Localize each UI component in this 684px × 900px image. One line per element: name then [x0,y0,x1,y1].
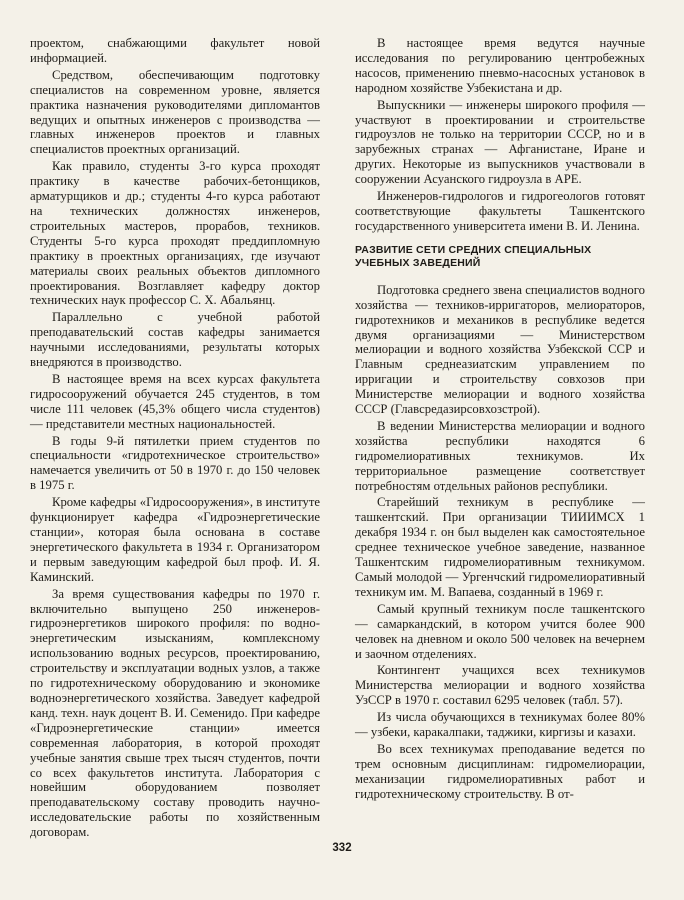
section-heading: РАЗВИТИЕ СЕТИ СРЕДНИХ СПЕЦИАЛЬНЫХ УЧЕБНЫХ ЗАВЕДЕНИЙ [355,243,592,270]
paragraph: Подготовка среднего звена специалистов водного хозяйства — техников-ирригаторов, мелиораторов, гидротехников и механиков в республике ведется двумя организациями — Министерством мелиорации и водного хозяйства Узбекской ССР и Главным среднеазиатским управлением по ирригации и строительству совхозов при Министерстве мелиорации и водного хозяйства СССР (Главсредазирсовхозстрой). [355,282,645,417]
right-column [355,36,645,804]
left-column [30,36,320,842]
paragraph: Из числа обучающихся в техникумах более 80% — узбеки, каракалпаки, таджики, киргизы и казахи. [355,710,645,740]
page-number: 332 [332,842,352,854]
paragraph: Кроме кафедры «Гидросооружения», в институте функционирует кафедра «Гидроэнергетические станции», которая была основана в составе энергетического факультета в 1934 г. Организатором и первым заведующим кафедрой был проф. И. Я. Каминский. [30,495,320,584]
paragraph: В ведении Министерства мелиорации и водного хозяйства республики находятся 6 гидромелиоративных техникумов. Их территориальное размещение соответствует потребностям отдельных районов республики. [355,418,645,493]
paragraph: Выпускники — инженеры широкого профиля — участвуют в проектировании и строительстве гидроузлов не только на территории СССР, но и в зарубежных странах — Афганистане, Иране и других. Некоторые из выпускников участвовали в сооружении Асуанского гидроузла в АРЕ. [355,97,645,187]
paragraph: Старейший техникум в республике — ташкентский. При организации ТИИИМСХ 1 декабря 1934 г. он был выделен как самостоятельное среднее техническое учебное заведение, названное Ташкентским гидромелиоративным техникумом. Самый молодой — Ургенчский гидромелиоративный техникум им. М. Вапаева, созданный в 1969 г. [355,495,645,599]
paragraph: Параллельно с учебной работой преподавательский состав кафедры занимается научными исследованиями, результаты которых внедряются в производство. [30,310,320,370]
paragraph: Контингент учащихся всех техникумов Министерства мелиорации и водного хозяйства УзССР в 1970 г. составил 6295 человек (табл. 57). [355,663,645,708]
paragraph: Во всех техникумах преподавание ведется по трем основным дисциплинам: гидромелиорации, механизации гидромелиоративных работ и гидротехническому строительству. В от- [355,741,645,801]
paragraph: В настоящее время на всех курсах факультета гидросооружений обучается 245 студентов, в том числе 111 человек (45,3% общего числа студентов) — представители местных национальностей. [30,371,320,431]
paragraph: За время существования кафедры по 1970 г. включительно выпущено 250 инженеров-гидроэнергетиков широкого профиля: по водно-энергетическим изысканиям, комплексному использованию водных ресурсов, проектированию, строительству и эксплуатации водных узлов, а также по гидротехническому оборудованию и экономике водноэнергетического хозяйства. Заведует кафедрой канд. техн. наук доцент В. И. Семенидо. При кафедре «Гидроэнергетические станции» имеется современная лаборатория, в которой проходят учебные занятия свыше трех тысяч студентов, почти со всех факультетов института. Лаборатория с новейшим оборудованием позволяет преподавательскому составу проводить научно-исследовательские работы по хозяйственным договорам. [30,586,320,840]
paragraph: Средством, обеспечивающим подготовку специалистов на современном уровне, является практика назначения руководителями дипломантов ведущих и опытных инженеров с производства — главных инженеров проектов и главных специалистов проектных организаций. [30,67,320,157]
paragraph: Как правило, студенты 3-го курса проходят практику в качестве рабочих-бетонщиков, арматурщиков и др.; студенты 4-го курса работают на технических должностях инженеров, строительных мастеров, прорабов, техников. Студенты 5-го курса проходят преддипломную практику в проектных организациях, где изучают материалы своих реальных объектов дипломного проектирования. Возглавляет кафедру доктор технических наук профессор С. Х. Абальянц. [30,159,320,308]
paragraph: Инженеров-гидрологов и гидрогеологов готовят соответствующие факультеты Ташкентского государственного университета имени В. И. Ленина. [355,189,645,233]
paragraph: проектом, снабжающими факультет новой информацией. [30,36,320,65]
paragraph: В годы 9-й пятилетки прием студентов по специальности «гидротехническое строительство» намечается увеличить от 50 в 1970 г. до 150 человек в 1975 г. [30,433,320,493]
paragraph: В настоящее время ведутся научные исследования по регулированию центробежных насосов, применению пневмо-насосных установок в народном хозяйстве Узбекистана и др. [355,36,645,95]
paragraph: Самый крупный техникум после ташкентского — самаркандский, в котором учится более 900 человек на дневном и около 500 человек на вечернем и заочном отделениях. [355,601,645,661]
